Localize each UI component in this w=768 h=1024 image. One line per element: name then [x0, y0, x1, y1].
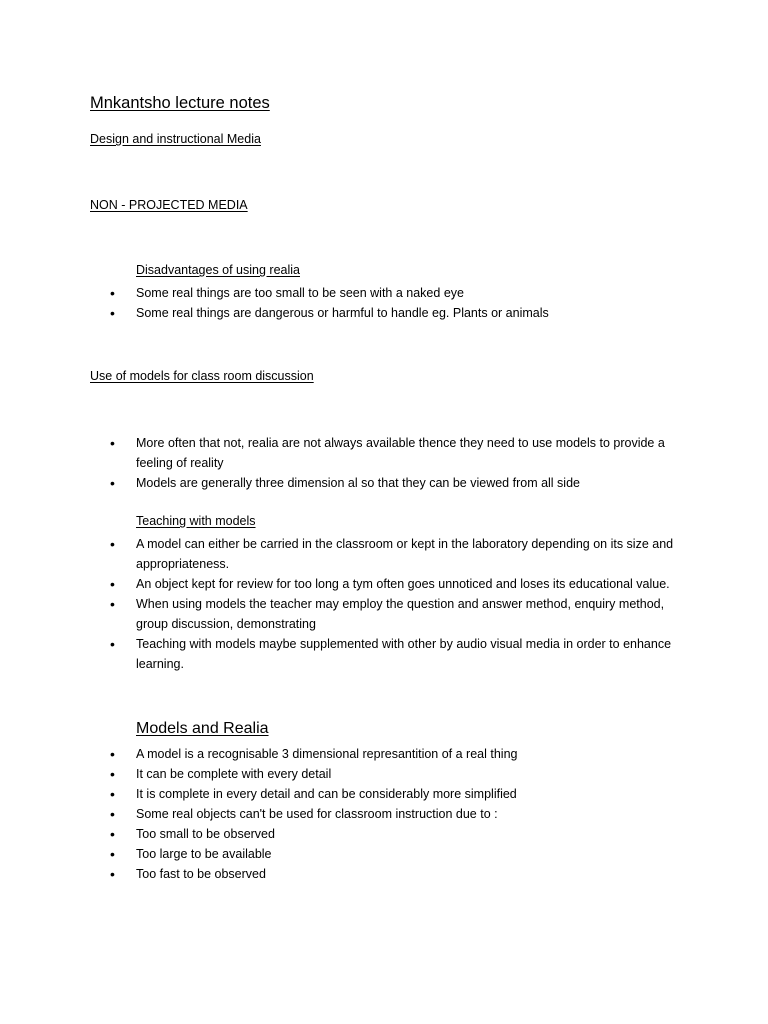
list-item: • Some real things are too small to be seen with a naked eye	[0, 283, 768, 303]
list-item: • When using models the teacher may employ the question and answer method, enquiry method, group discussion, demonstrating	[0, 594, 768, 634]
list-item: • Models are generally three dimension al so that they can be viewed from all side	[0, 473, 768, 493]
disadvantages-heading: Disadvantages of using realia	[136, 263, 300, 277]
list-item: • More often that not, realia are not always available thence they need to use models to provide a feeling of reality	[0, 433, 768, 473]
document-subtitle: Design and instructional Media	[90, 132, 261, 146]
section-heading-non-projected: NON - PROJECTED MEDIA	[90, 198, 248, 212]
list-item: • It can be complete with every detail	[0, 764, 768, 784]
list-item: • It is complete in every detail and can be considerably more simplified	[0, 784, 768, 804]
document-title: Mnkantsho lecture notes	[90, 94, 270, 112]
use-of-models-heading: Use of models for class room discussion	[90, 369, 314, 383]
models-realia-heading: Models and Realia	[136, 720, 269, 737]
disadvantages-list	[0, 283, 768, 323]
list-item: • A model is a recognisable 3 dimensional represantition of a real thing	[0, 744, 768, 764]
models-realia-list	[0, 744, 768, 884]
list-item: • Too fast to be observed	[0, 864, 768, 884]
list-item: • Some real things are dangerous or harmful to handle eg. Plants or animals	[0, 303, 768, 323]
list-item: • Too large to be available	[0, 844, 768, 864]
list-item: • Too small to be observed	[0, 824, 768, 844]
use-of-models-list	[0, 433, 768, 493]
list-item: • Some real objects can't be used for classroom instruction due to :	[0, 804, 768, 824]
list-item: • An object kept for review for too long a tym often goes unnoticed and loses its educational value.	[0, 574, 768, 594]
list-item: • A model can either be carried in the classroom or kept in the laboratory depending on its size and appropriateness.	[0, 534, 768, 574]
teaching-list	[0, 534, 768, 674]
teaching-heading: Teaching with models	[136, 514, 256, 528]
list-item: • Teaching with models maybe supplemented with other by audio visual media in order to enhance learning.	[0, 634, 768, 674]
